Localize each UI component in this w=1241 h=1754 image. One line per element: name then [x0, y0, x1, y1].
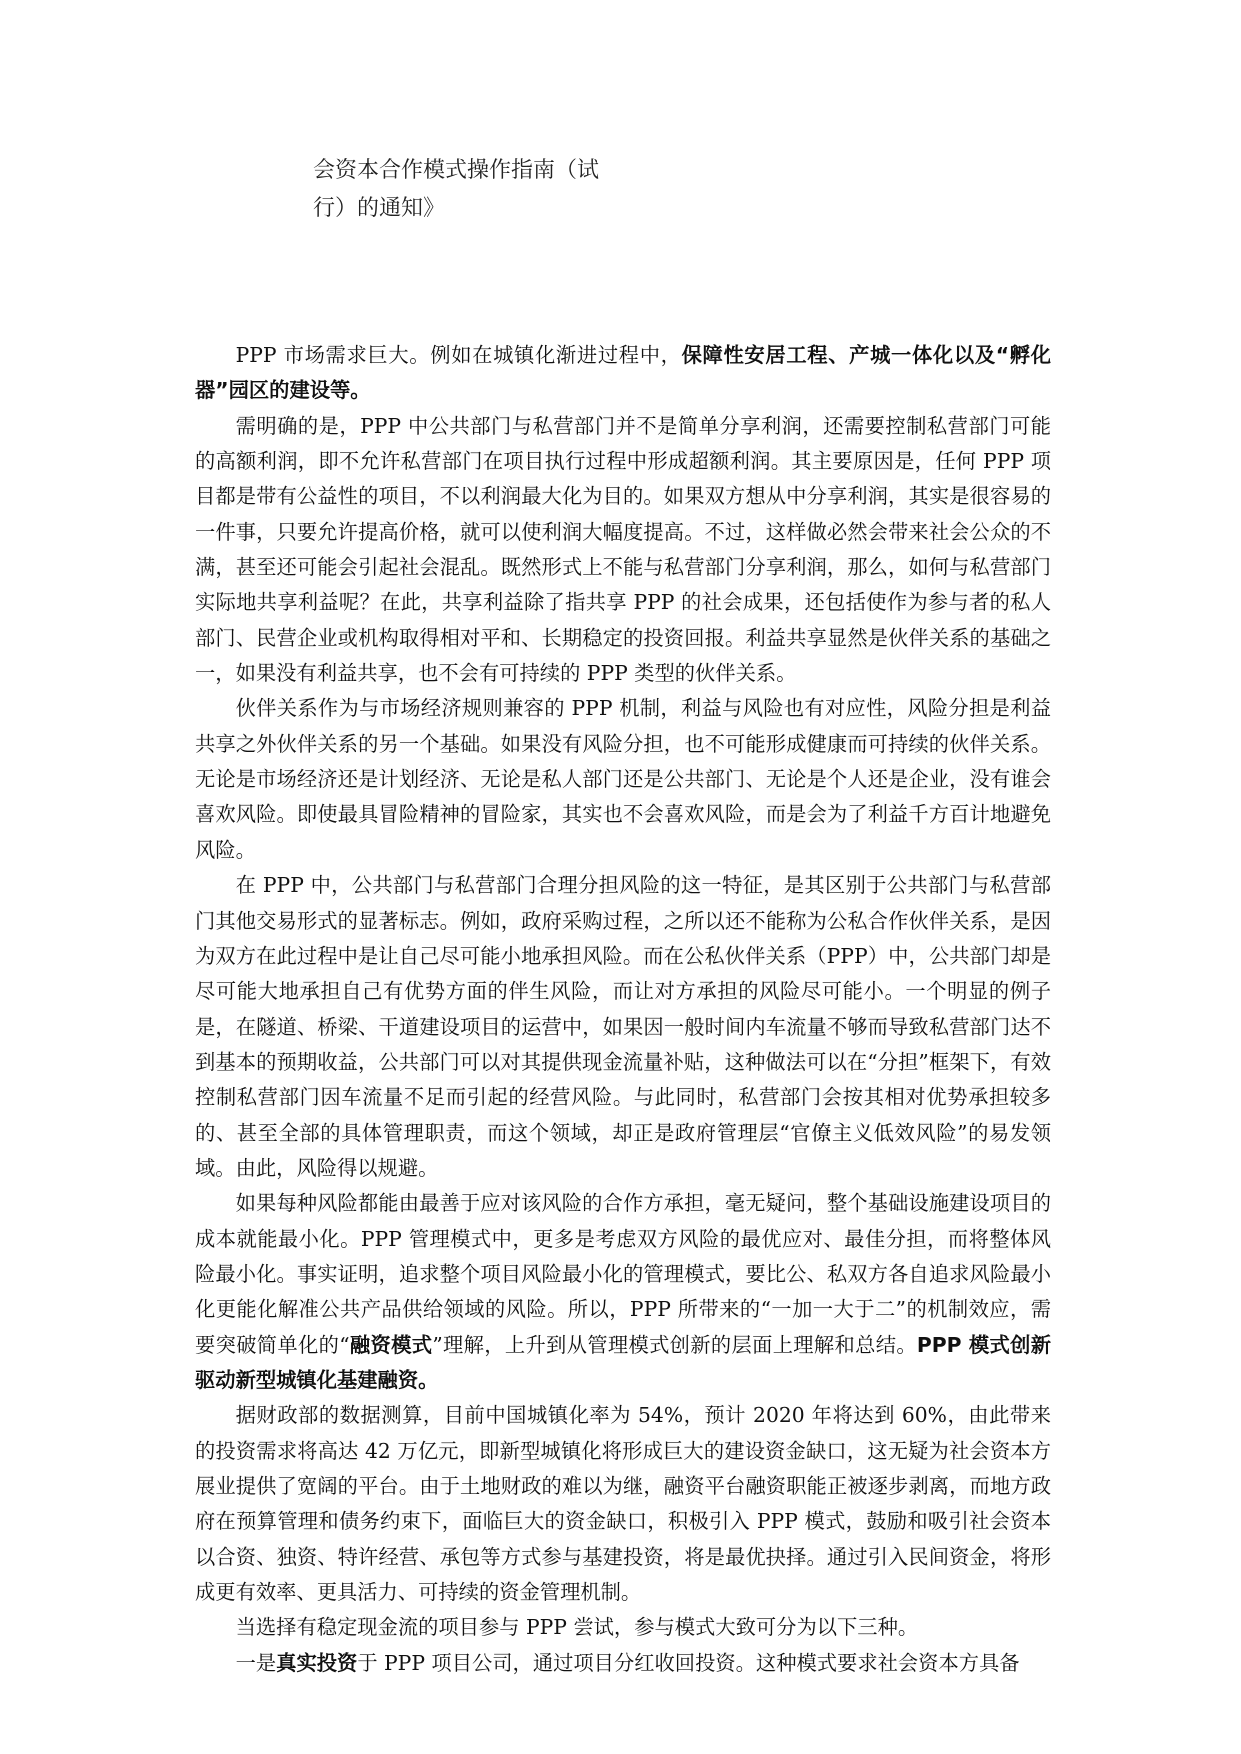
- paragraph-6: [195, 1398, 1051, 1610]
- paragraph-8-text: 一是: [235, 1650, 277, 1675]
- paragraph-1-bold-1: 保障性安居工程、产城一体化以及“孵化器”园区的建设等。: [195, 343, 1051, 403]
- paragraph-2-text: 需明确的是，PPP 中公共部门与私营部门并不是简单分享利润，还需要控制私营部门可能的高额利润，即不允许私营部门在项目执行过程中形成超额利润。其主要原因是，任何 PPP 项目都是带有公益性的项目，不以利润最大化为目的。如果双方想从中分享利润，其实是很容易的一件事，只要允许提高价格，就可以使利润大幅度提高。不过，这样做必然会带来社会公众的不满，甚至还可能会引起社会混乱。既然形式上不能与私营部门分享利润，那么，如何与私营部门实际地共享利益呢？在此，共享利益除了指共享 PPP 的社会成果，还包括使作为参与者的私人部门、民营企业或机构取得相对平和、长期稳定的投资回报。利益共享显然是伙伴关系的基础之一，如果没有利益共享，也不会有可持续的 PPP 类型的伙伴关系。: [195, 413, 1051, 686]
- paragraph-8-bold-1: 真实投资: [276, 1650, 358, 1675]
- paragraph-5-text-2: ”理解，上升到从管理模式创新的层面上理解和总结。: [432, 1332, 917, 1357]
- title-fragment: [313, 152, 633, 228]
- paragraph-5: [195, 1186, 1051, 1398]
- paragraph-1-text: PPP 市场需求巨大。例如在城镇化渐进过程中，: [235, 343, 682, 367]
- paragraph-5-bold-1: 融资模式: [349, 1332, 433, 1357]
- paragraph-2: [195, 409, 1051, 692]
- paragraph-7-text: 当选择有稳定现金流的项目参与 PPP 尝试，参与模式大致可分为以下三种。: [235, 1615, 919, 1640]
- paragraph-3: [195, 691, 1051, 868]
- paragraph-4: [195, 868, 1051, 1186]
- title-fragment-line-2: 行）的通知》: [313, 196, 446, 221]
- paragraph-8-text-2: 于 PPP 项目公司，通过项目分红收回投资。这种模式要求社会资本方具备: [357, 1650, 1020, 1675]
- paragraph-7: [195, 1610, 1051, 1645]
- paragraph-8: [195, 1646, 1051, 1681]
- paragraph-4-text: 在 PPP 中，公共部门与私营部门合理分担风险的这一特征，是其区别于公共部门与私营部门其他交易形式的显著标志。例如，政府采购过程，之所以还不能称为公私合作伙伴关系，是因为双方在此过程中是让自己尽可能小地承担风险。而在公私伙伴关系（PPP）中，公共部门却是尽可能大地承担自己有优势方面的伴生风险，而让对方承担的风险尽可能小。一个明显的例子是，在隧道、桥梁、干道建设项目的运营中，如果因一般时间内车流量不够而导致私营部门达不到基本的预期收益，公共部门可以对其提供现金流量补贴，这种做法可以在“分担”框架下，有效控制私营部门因车流量不足而引起的经营风险。与此同时，私营部门会按其相对优势承担较多的、甚至全部的具体管理职责，而这个领域，却正是政府管理层“官僚主义低效风险”的易发领域。由此，风险得以规避。: [195, 873, 1051, 1180]
- paragraph-6-text: 据财政部的数据测算，目前中国城镇化率为 54%，预计 2020 年将达到 60%，由此带来的投资需求将高达 42 万亿元，即新型城镇化将形成巨大的建设资金缺口，这无疑为社会资本方展业提供了宽阔的平台。由于土地财政的难以为继，融资平台融资职能正被逐步剥离，而地方政府在预算管理和债务约束下，面临巨大的资金缺口，积极引入 PPP 模式，鼓励和吸引社会资本以合资、独资、特许经营、承包等方式参与基建投资，将是最优抉择。通过引入民间资金，将形成更有效率、更具活力、可持续的资金管理机制。: [195, 1403, 1051, 1605]
- body-text: [195, 338, 1051, 1681]
- paragraph-5-text: 如果每种风险都能由最善于应对该风险的合作方承担，毫无疑问，整个基础设施建设项目的成本就能最小化。PPP 管理模式中，更多是考虑双方风险的最优应对、最佳分担，而将整体风险最小化。事实证明，追求整个项目风险最小化的管理模式，要比公、私双方各自追求风险最小化更能化解准公共产品供给领域的风险。所以，PPP 所带来的“一加一大于二”的机制效应，需要突破简单化的“: [195, 1191, 1051, 1357]
- paragraph-3-text: 伙伴关系作为与市场经济规则兼容的 PPP 机制，利益与风险也有对应性，风险分担是利益共享之外伙伴关系的另一个基础。如果没有风险分担，也不可能形成健康而可持续的伙伴关系。无论是市场经济还是计划经济、无论是私人部门还是公共部门、无论是个人还是企业，没有谁会喜欢风险。即使最具冒险精神的冒险家，其实也不会喜欢风险，而是会为了利益千方百计地避免风险。: [195, 696, 1051, 862]
- title-fragment-line-1: 会资本合作模式操作指南（试: [313, 158, 600, 183]
- paragraph-5-bold-2: PPP 模式创新驱动新型城镇化基建融资。: [195, 1332, 1051, 1392]
- paragraph-1: [195, 338, 1051, 409]
